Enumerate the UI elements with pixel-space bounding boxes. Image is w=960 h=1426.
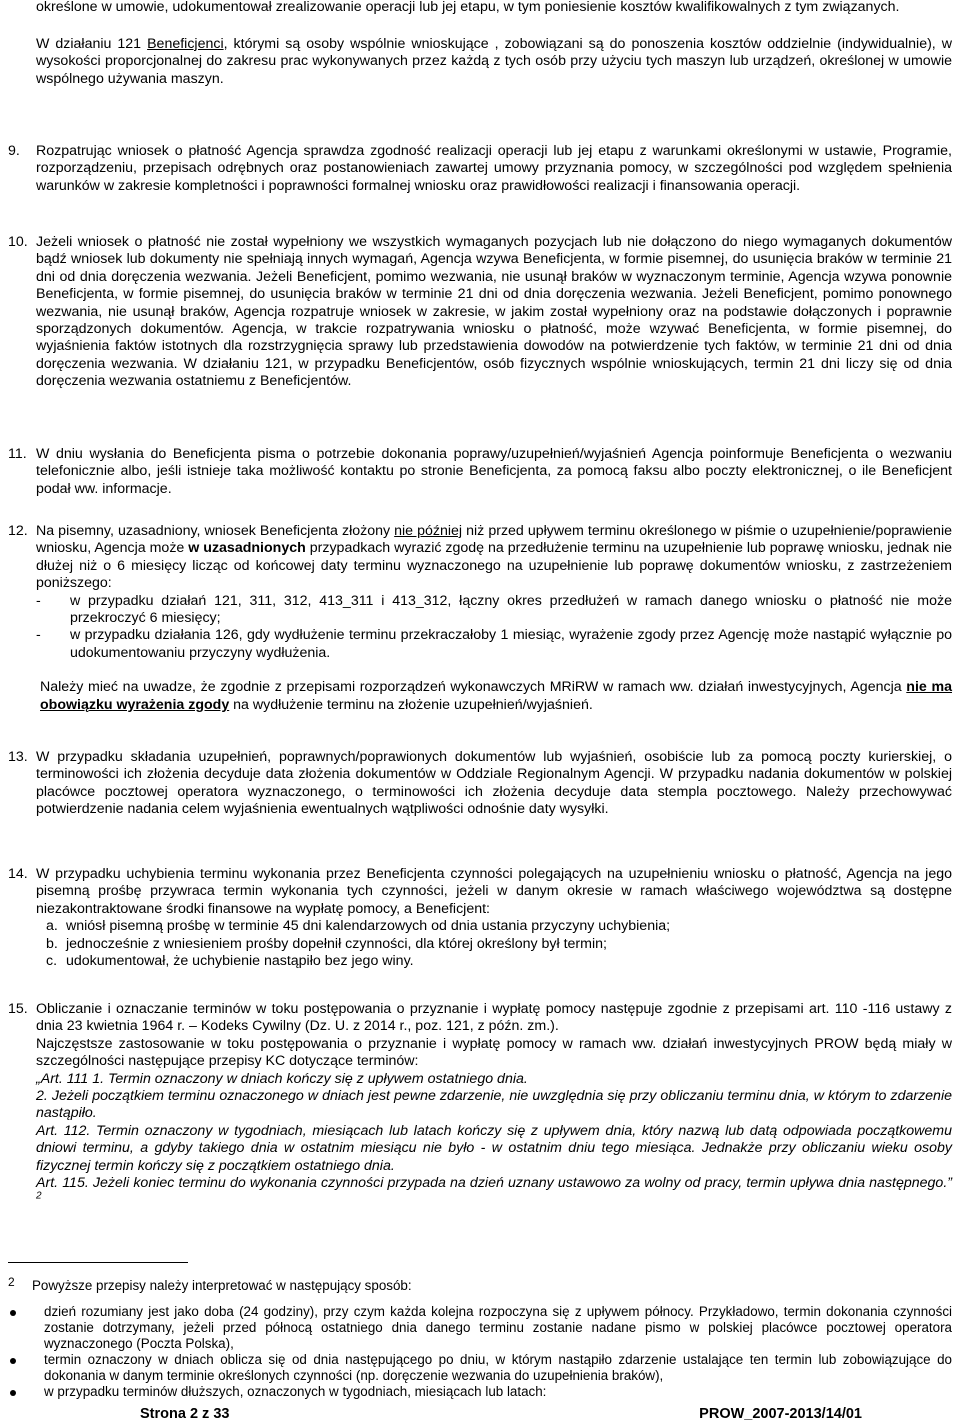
item-text: W dniu wysłania do Beneficjenta pisma o potrzebie dokonania poprawy/uzupełnień/wyjaśnień Agencja poinformuje Beneficjenta o wezwaniu telefonicznie albo, jeśli istnieje taka możliwość kontaktu po stronie Beneficjenta, za pomocą faksu albo poczty elektronicznej, o ile Beneficjent podał ww. informacje. [36, 446, 952, 497]
item-text: Jeżeli wniosek o płatność nie został wypełniony we wszystkich wymaganych pozycjach lub nie dołączono do niego wymaganych dokumentów bądź wniosek lub dokumenty nie spełniają innych wymagań, Agencja wzywa Beneficjenta, w formie pisemnej, do usunięcia braków w terminie 21 dni od dnia doręczenia wezwania. Jeżeli Beneficjent, pomimo wezwania, nie usunął braków w wyznaczonym terminie, Agencja wzywa ponownie Beneficjenta, w formie pisemnej, do usunięcia braków w terminie 21 dni od dnia doręczenia wezwania. Jeżeli Beneficjent, pomimo ponownego wezwania, nie usunął braków, Agencja rozpatruje wniosek w zakresie, w jakim został wypełniony oraz na podstawie dołączonych i poprawnie sporządzonych dokumentów. Agencja, w trakcie rozpatrywania wniosku o płatność, może wzywać Beneficjenta, w formie pisemnej, do wyjaśnienia faktów istotnych dla rozstrzygnięcia sprawy lub przedstawienia dowodów na potwierdzenie tych faktów, w terminie 21 dni od dnia doręczenia wezwania. W działaniu 121, w przypadku Beneficjentów, osób fizycznych wspólnie wnioskujących, termin 21 dni liczy się od dnia doręczenia wezwania ostatniemu z Beneficjentów. [36, 234, 952, 390]
quote-art-111-1: „Art. 111 1. Termin oznaczony w dniach kończy się z upływem ostatniego dnia. [36, 1070, 528, 1087]
item-11 [8, 446, 952, 498]
item-body [36, 1001, 952, 1210]
footnote-bullets [8, 1304, 952, 1400]
list-item [8, 1352, 952, 1384]
list-item-text: udokumentował, że uchybienie nastąpiło bez jego winy. [66, 953, 414, 970]
footnote [8, 1270, 952, 1400]
list-item [36, 627, 952, 662]
text-run-bold-underlined: nie ma obowiązku wyrażenia zgody [40, 679, 952, 713]
item-number: 13. [8, 749, 28, 765]
text-run: W działaniu 121 [36, 36, 148, 52]
list-item-text: wniósł pisemną prośbę w terminie 45 dni kalendarzowych od dnia ustania przyczyny uchybienia; [66, 918, 671, 935]
list-letter: a. [46, 918, 58, 935]
item-15 [8, 1001, 952, 1210]
list-letter: b. [46, 935, 58, 952]
list-item [8, 1304, 952, 1352]
list-item [36, 936, 952, 953]
dash-marker: - [36, 592, 41, 609]
item-text [36, 523, 952, 593]
quote-art-111-2: 2. Jeżeli początkiem terminu oznaczonego w dniach jest pewne zdarzenie, nie uwzględnia się przy obliczaniu terminu dnia, w którym to zdarzenie nastąpiło. [36, 1088, 952, 1122]
continuation-text: określone w umowie, udokumentował zrealizowanie operacji lub jej etapu, w tym poniesienie kosztów kwalifikowalnych z tym związanych. [36, 0, 900, 15]
item-number: 12. [8, 523, 28, 539]
item-text: W przypadku uchybienia terminu wykonania przez Beneficjenta czynności polegających na uzupełnieniu wniosku o płatność, Agencja na jego pisemną prośbę przywraca termin wykonania tych czynności, jeżeli w danym okresie w ramach właściwego województwa są dostępne niezakontraktowane środki finansowe na wypłatę pomocy, a Beneficjent: [36, 866, 952, 917]
text-run: Na pisemny, uzasadniony, wniosek Beneficjenta złożony [36, 523, 395, 539]
letter-list [36, 918, 952, 970]
document-reference: PROW_2007-2013/14/01 [699, 1406, 862, 1422]
item-body [36, 523, 952, 714]
item-body [36, 866, 952, 970]
item-number: 14. [8, 866, 28, 882]
text-run-underlined: Beneficjenci [147, 36, 224, 52]
text-run: przypadkach wyrazić zgodę na przedłużenie terminu na uzupełnienie lub poprawę wniosku, jednak nie dłużej niż o 6 miesięcy licząc od końcowej daty terminu wyznaczonego na uzupełnienie lub poprawę dokumentów wniosku, z zastrzeżeniem poniższego: [36, 540, 952, 592]
quote-art-115 [36, 1175, 952, 1210]
item-number: 10. [8, 234, 28, 250]
footnote-head-text: Powyższe przepisy należy interpretować w następujący sposób: [32, 1278, 412, 1293]
item-text: Rozpatrując wniosek o płatność Agencja sprawdza zgodność realizacji operacji lub jej etapu z warunkami określonymi w ustawie, Programie, rozporządzeniu, przepisach odrębnych oraz postanowieniach zawartej umowy przyznania pomocy, w szczególności pod względem spełnienia warunków w zakresie kompletności i poprawności formalnej wniosku oraz prawidłowości realizacji i finansowania operacji. [36, 143, 952, 194]
item-13 [8, 749, 952, 819]
item-9 [8, 143, 952, 195]
item-10 [8, 234, 952, 391]
item-number: 15. [8, 1001, 28, 1017]
list-letter: c. [46, 953, 58, 970]
list-item [36, 953, 952, 970]
list-item [36, 918, 952, 935]
item-text: W przypadku składania uzupełnień, poprawnych/poprawionych dokumentów lub wyjaśnień, osobiście lub za pomocą poczty kurierskiej, o terminowości ich złożenia decyduje data złożenia dokumentów w Oddziale Regionalnym Agencji. W przypadku nadania dokumentów w polskiej placówce pocztowej operatora wyznaczonego, o terminowości ich złożenia decyduje data stempla pocztowego. Należy przechowywać potwierdzenie nadania celem wyjaśnienia ewentualnych wątpliwości odnośnie daty wysyłki. [36, 749, 952, 818]
page-number: Strona 2 z 33 [140, 1406, 230, 1422]
text-run-underlined: nie później [394, 523, 463, 539]
item-number: 11. [8, 446, 27, 462]
text-run: niż przed upływem terminu określonego w piśmie o uzupełnienie/poprawienie wniosku, Agencja może [36, 523, 952, 557]
bullet-icon [10, 1390, 16, 1396]
item-text: Obliczanie i oznaczanie terminów w toku postępowania o przyznanie i wypłatę pomocy następuje zgodnie z przepisami art. 110 -116 ustawy z dnia 23 kwietnia 1964 r. – Kodeks Cywilny (Dz. U. z 2014 r., poz. 121, z późn. zm.). [36, 1001, 952, 1035]
list-item-text: dzień rozumiany jest jako doba (24 godziny), przy czym każda kolejna rozpoczyna się z upływem północy. Przykładowo, termin dokonania czynności zostanie dotrzymany, jeżeli przed północą ostatniego dnia danego terminu zostanie nadane pismo w polskiej placówce pocztowej operatora wyznaczonego (Poczta Polska), [44, 1304, 952, 1351]
text-run-bold: w uzasadnionych [188, 540, 306, 557]
footnote-reference: 2 [36, 1190, 42, 1202]
text-run: na wydłużenie terminu na złożenie uzupełnień/wyjaśnień. [229, 696, 593, 713]
item-text: Najczęstsze zastosowanie w toku postępowania o przyznanie i wypłatę pomocy w ramach ww. działań inwestycyjnych PROW będą miały w szczególności następujące przepisy KC dotyczące terminów: [36, 1035, 952, 1070]
text-run: , którymi są osoby wspólnie wnioskujące , zobowiązani są do ponoszenia kosztów oddzielnie (indywidualnie), w wysokości proporcjonalnej do zakresu prac wykonywanych przez każdą z tych osób przy użyciu tych maszyn lub urządzeń, określonej w umowie wspólnego używania maszyn. [36, 36, 952, 87]
text-run: Art. 115. Jeżeli koniec terminu do wykonania czynności przypada na dzień uznany ustawowo za wolny od pracy, termin upływa dnia następnego.” [36, 1175, 952, 1192]
list-item-text: jednocześnie z wniesieniem prośby dopełnił czynności, dla której określony był termin; [66, 935, 607, 952]
list-item-text: w przypadku terminów dłuższych, oznaczonych w tygodniach, miesiącach lub latach: [44, 1384, 547, 1399]
bullet-icon [10, 1358, 16, 1364]
item-12 [8, 523, 952, 714]
item-number: 9. [8, 143, 20, 159]
dash-marker: - [36, 627, 41, 644]
list-item [8, 1384, 952, 1400]
quote-art-112: Art. 112. Termin oznaczony w tygodniach, miesiącach lub latach kończy się z upływem dnia, który nazwą lub datą odpowiada początkowemu dniowi terminu, a gdyby takiego dnia w ostatnim miesiącu nie było - w ostatnim dniu tego miesiąca. Jednakże przy obliczaniu wieku osoby fizycznej termin kończy się z początkiem ostatniego dnia. [36, 1122, 952, 1174]
list-item-text: termin oznaczony w dniach oblicza się od dnia następującego po dniu, w którym nastąpiło zdarzenie ustalające ten termin lub zobowiązujące do dokonania w danym terminie określonych czynności (np. doręczenie wezwania do uzupełnienia braków), [44, 1352, 952, 1383]
list-item-text: w przypadku działania 126, gdy wydłużenie terminu przekraczałoby 1 miesiąc, wyrażenie zgody przez Agencję może nastąpić wyłącznie po udokumentowaniu przyczyny wydłużenia. [70, 627, 952, 661]
text-run: Należy mieć na uwadze, że zgodnie z przepisami rozporządzeń wykonawczych MRiRW w ramach ww. działań inwestycyjnych, Agencja [40, 679, 907, 696]
bullet-icon [10, 1310, 16, 1316]
dash-list [36, 593, 952, 663]
list-item-text: w przypadku działań 121, 311, 312, 413_311 i 413_312, łączny okres przedłużeń w ramach danego wniosku o płatność nie może przekroczyć 6 miesięcy; [70, 592, 952, 627]
footnote-number: 2 [8, 1275, 15, 1289]
paragraph-121 [36, 36, 952, 88]
note-text [40, 679, 952, 714]
footnote-head [8, 1275, 952, 1294]
list-item [36, 593, 952, 628]
item-14 [8, 866, 952, 970]
footnote-separator [8, 1262, 188, 1263]
